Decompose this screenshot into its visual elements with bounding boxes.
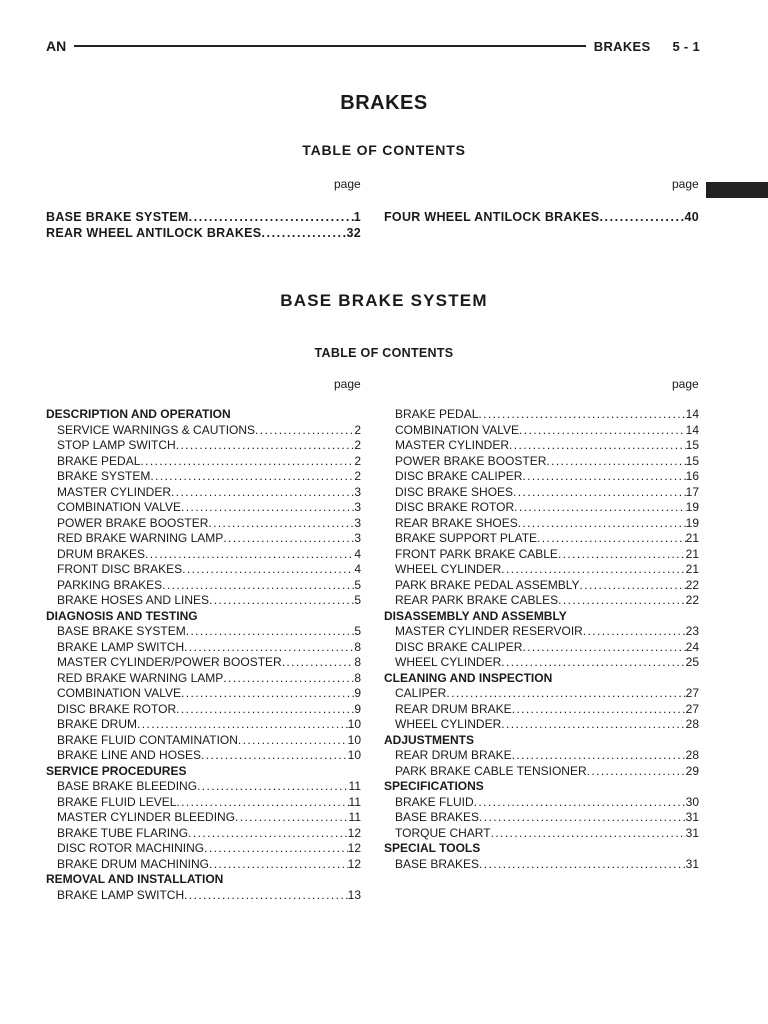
toc-entry-label: REAR DRUM BRAKE bbox=[395, 748, 512, 762]
dot-leader bbox=[580, 578, 686, 592]
dot-leader bbox=[599, 210, 684, 224]
toc-entry-label: REAR PARK BRAKE CABLES bbox=[395, 593, 559, 607]
toc-entry-label: BRAKE LAMP SWITCH bbox=[57, 887, 185, 902]
toc-entry-page: 22 bbox=[685, 577, 699, 592]
toc-entry[interactable] bbox=[384, 826, 699, 842]
toc-entry-label: BRAKE TUBE FLARING bbox=[57, 825, 189, 840]
toc-entry[interactable] bbox=[46, 888, 361, 904]
toc-entry[interactable] bbox=[384, 454, 699, 470]
dot-leader bbox=[558, 593, 685, 607]
dot-leader bbox=[255, 423, 354, 437]
toc-entry[interactable] bbox=[384, 795, 699, 811]
toc-entry-page: 12 bbox=[347, 825, 361, 840]
toc-entry-page: 2 bbox=[354, 422, 361, 437]
toc-entry[interactable] bbox=[384, 810, 699, 826]
toc-entry-page: 31 bbox=[685, 810, 699, 824]
toc-entry-page: 40 bbox=[684, 210, 699, 224]
dot-leader bbox=[171, 485, 354, 499]
toc-entry-label: BRAKE DRUM MACHINING bbox=[57, 856, 210, 871]
toc-entry[interactable] bbox=[46, 640, 361, 656]
toc-entry-label: MASTER CYLINDER bbox=[395, 438, 510, 452]
dot-leader bbox=[513, 485, 686, 499]
toc-entry-page: 27 bbox=[685, 701, 699, 716]
chapter-title: BRAKES bbox=[340, 92, 428, 114]
toc-entry[interactable] bbox=[46, 702, 361, 718]
toc-entry-label: PARK BRAKE CABLE TENSIONER bbox=[395, 763, 587, 778]
toc-entry-label: WHEEL CYLINDER bbox=[395, 717, 502, 731]
toc-entry-page: 25 bbox=[685, 655, 699, 669]
dot-leader bbox=[209, 593, 354, 607]
toc-entry[interactable] bbox=[384, 210, 699, 226]
toc-entry[interactable] bbox=[46, 671, 361, 687]
toc-entry[interactable] bbox=[384, 531, 699, 547]
dot-leader bbox=[537, 531, 686, 545]
toc-entry[interactable] bbox=[384, 547, 699, 563]
toc-entry[interactable] bbox=[384, 764, 699, 780]
dot-leader bbox=[162, 578, 354, 592]
dot-leader bbox=[546, 454, 685, 468]
toc-entry-label: BRAKE LAMP SWITCH bbox=[57, 639, 185, 654]
toc-entry-label: BRAKE SUPPORT PLATE bbox=[395, 531, 538, 545]
toc-entry-label: BRAKE PEDAL bbox=[57, 453, 141, 468]
toc-entry-page: 10 bbox=[347, 748, 361, 762]
dot-leader bbox=[223, 531, 354, 545]
toc-entry[interactable] bbox=[46, 826, 361, 842]
toc-entry-page: 5 bbox=[354, 593, 361, 607]
toc-entry-page: 14 bbox=[685, 422, 699, 437]
toc-entry-page: 3 bbox=[354, 531, 361, 545]
dot-leader bbox=[522, 640, 685, 654]
dot-leader bbox=[478, 407, 685, 421]
toc-entry-label: RED BRAKE WARNING LAMP bbox=[57, 670, 224, 685]
toc-entry-label: TORQUE CHART bbox=[395, 825, 491, 840]
toc-entry[interactable] bbox=[46, 562, 361, 578]
toc-group-heading bbox=[46, 764, 361, 780]
dot-leader bbox=[474, 795, 686, 809]
dot-leader bbox=[512, 702, 686, 716]
toc-entry-label: SERVICE PROCEDURES bbox=[46, 763, 187, 778]
toc-entry-page: 11 bbox=[348, 794, 361, 809]
toc-entry-label: MASTER CYLINDER RESERVOIR bbox=[395, 624, 583, 638]
toc-entry-page: 13 bbox=[347, 887, 361, 902]
header-page-number: 5 - 1 bbox=[672, 38, 700, 54]
toc-entry[interactable] bbox=[46, 210, 361, 226]
toc-entry[interactable] bbox=[384, 717, 699, 733]
toc-entry-label: REAR BRAKE SHOES bbox=[395, 515, 518, 530]
toc-entry-page: 19 bbox=[685, 500, 699, 514]
toc-entry-page: 21 bbox=[685, 531, 699, 545]
toc-entry-page: 9 bbox=[354, 701, 361, 716]
header-model-code: AN bbox=[46, 38, 67, 54]
toc-entry-label: POWER BRAKE BOOSTER bbox=[57, 515, 209, 530]
toc-entry-label: DISC BRAKE SHOES bbox=[395, 484, 514, 499]
toc-group-heading bbox=[46, 872, 361, 888]
toc-entry-label: MASTER CYLINDER BLEEDING bbox=[57, 810, 236, 824]
dot-leader bbox=[282, 655, 355, 669]
toc-entry-label: BASE BRAKE SYSTEM bbox=[46, 210, 189, 224]
toc-entry[interactable] bbox=[384, 500, 699, 516]
dot-leader bbox=[479, 857, 686, 871]
dot-leader bbox=[189, 210, 354, 224]
toc-entry[interactable] bbox=[46, 841, 361, 857]
toc-entry[interactable] bbox=[46, 485, 361, 501]
toc-entry-label: ADJUSTMENTS bbox=[384, 732, 475, 747]
toc-entry-page: 28 bbox=[685, 748, 699, 762]
dot-leader bbox=[479, 810, 686, 824]
toc-entry-label: REAR WHEEL ANTILOCK BRAKES bbox=[46, 225, 262, 240]
toc-entry-label: COMBINATION VALVE bbox=[57, 500, 182, 514]
section-page-column-label-left: page bbox=[334, 377, 361, 391]
dot-leader bbox=[558, 547, 686, 561]
dot-leader bbox=[188, 826, 347, 840]
toc-entry[interactable] bbox=[46, 578, 361, 594]
toc-group-heading bbox=[384, 609, 699, 625]
toc-entry-label: FOUR WHEEL ANTILOCK BRAKES bbox=[384, 210, 600, 224]
chapter-tab-marker bbox=[706, 182, 768, 198]
toc-entry-page: 11 bbox=[348, 810, 361, 824]
toc-entry-page: 17 bbox=[685, 484, 699, 499]
toc-entry[interactable] bbox=[46, 779, 361, 795]
dot-leader bbox=[137, 717, 348, 731]
toc-entry-label: BRAKE SYSTEM bbox=[57, 469, 151, 483]
toc-entry-page: 31 bbox=[685, 825, 699, 840]
toc-entry-label: BASE BRAKE SYSTEM bbox=[57, 624, 186, 638]
toc-entry-page: 9 bbox=[354, 686, 361, 700]
toc-entry-label: DISASSEMBLY AND ASSEMBLY bbox=[384, 608, 567, 623]
dot-leader bbox=[512, 748, 686, 762]
toc-group-heading bbox=[384, 779, 699, 795]
toc-entry-label: MASTER CYLINDER bbox=[57, 484, 172, 499]
dot-leader bbox=[145, 547, 354, 561]
dot-leader bbox=[501, 655, 685, 669]
chapter-toc-left-column bbox=[46, 210, 361, 241]
section-toc-right-column bbox=[384, 407, 699, 872]
dot-leader bbox=[514, 500, 686, 514]
dot-leader bbox=[204, 841, 348, 855]
toc-entry-page: 10 bbox=[347, 717, 361, 731]
toc-entry[interactable] bbox=[46, 531, 361, 547]
toc-entry-page: 3 bbox=[354, 484, 361, 499]
toc-entry-label: DISC BRAKE ROTOR bbox=[395, 500, 515, 514]
toc-entry[interactable] bbox=[384, 624, 699, 640]
toc-entry-page: 16 bbox=[685, 469, 699, 483]
toc-group-heading bbox=[46, 407, 361, 423]
toc-entry[interactable] bbox=[384, 578, 699, 594]
toc-group-heading bbox=[384, 841, 699, 857]
toc-group-heading bbox=[46, 609, 361, 625]
toc-entry[interactable] bbox=[46, 795, 361, 811]
toc-entry[interactable] bbox=[384, 562, 699, 578]
toc-entry-page: 32 bbox=[346, 225, 361, 240]
toc-entry-page: 15 bbox=[685, 438, 699, 452]
toc-entry[interactable] bbox=[384, 438, 699, 454]
toc-entry-label: FRONT DISC BRAKES bbox=[57, 562, 183, 576]
toc-entry-label: BRAKE LINE AND HOSES bbox=[57, 748, 202, 762]
toc-entry-page: 23 bbox=[685, 624, 699, 638]
toc-entry-page: 2 bbox=[354, 469, 361, 483]
toc-entry-page: 8 bbox=[354, 639, 361, 654]
toc-entry[interactable] bbox=[384, 469, 699, 485]
dot-leader bbox=[176, 438, 355, 452]
toc-entry-label: DISC BRAKE CALIPER bbox=[395, 639, 523, 654]
toc-entry-label: BASE BRAKES bbox=[395, 810, 480, 824]
toc-entry-label: RED BRAKE WARNING LAMP bbox=[57, 531, 224, 545]
toc-entry[interactable] bbox=[384, 407, 699, 423]
toc-entry-label: POWER BRAKE BOOSTER bbox=[395, 453, 547, 468]
toc-entry-label: FRONT PARK BRAKE CABLE bbox=[395, 546, 558, 561]
toc-entry[interactable] bbox=[384, 593, 699, 609]
toc-entry-page: 11 bbox=[348, 779, 361, 793]
section-title: BASE BRAKE SYSTEM bbox=[280, 291, 488, 310]
dot-leader bbox=[518, 516, 686, 530]
toc-entry-label: WHEEL CYLINDER bbox=[395, 562, 502, 576]
toc-entry-page: 21 bbox=[685, 546, 699, 561]
running-header bbox=[46, 38, 700, 54]
toc-entry-label: PARKING BRAKES bbox=[57, 577, 163, 592]
toc-entry-label: REMOVAL AND INSTALLATION bbox=[46, 872, 224, 886]
toc-entry[interactable] bbox=[46, 593, 361, 609]
toc-entry[interactable] bbox=[46, 226, 361, 242]
toc-entry[interactable] bbox=[46, 686, 361, 702]
toc-entry-label: STOP LAMP SWITCH bbox=[57, 438, 176, 452]
toc-entry[interactable] bbox=[46, 857, 361, 873]
dot-leader bbox=[140, 454, 354, 468]
section-toc-left-column bbox=[46, 407, 361, 903]
dot-leader bbox=[491, 826, 686, 840]
dot-leader bbox=[223, 671, 354, 685]
toc-entry-page: 3 bbox=[354, 500, 361, 514]
toc-entry[interactable] bbox=[46, 717, 361, 733]
toc-entry-label: SPECIFICATIONS bbox=[384, 779, 484, 793]
toc-entry-page: 2 bbox=[354, 453, 361, 468]
chapter-toc-right-column bbox=[384, 210, 699, 226]
toc-entry[interactable] bbox=[46, 733, 361, 749]
toc-entry-page: 15 bbox=[685, 453, 699, 468]
toc-entry-page: 5 bbox=[354, 624, 361, 638]
toc-entry-label: COMBINATION VALVE bbox=[395, 422, 520, 437]
toc-entry-label: WHEEL CYLINDER bbox=[395, 655, 502, 669]
chapter-toc-title: TABLE OF CONTENTS bbox=[302, 142, 466, 158]
toc-entry-label: BRAKE FLUID LEVEL bbox=[57, 794, 177, 809]
dot-leader bbox=[583, 624, 686, 638]
toc-entry-label: BRAKE DRUM bbox=[57, 717, 138, 731]
page-column-label-left: page bbox=[334, 177, 361, 191]
toc-entry[interactable] bbox=[384, 423, 699, 439]
toc-group-heading bbox=[384, 671, 699, 687]
toc-entry-label: DISC BRAKE CALIPER bbox=[395, 469, 523, 483]
toc-entry-page: 27 bbox=[685, 686, 699, 700]
toc-entry[interactable] bbox=[46, 624, 361, 640]
toc-entry[interactable] bbox=[46, 469, 361, 485]
dot-leader bbox=[446, 686, 685, 700]
toc-entry-label: DRUM BRAKES bbox=[57, 546, 146, 561]
toc-entry-label: SERVICE WARNINGS & CAUTIONS bbox=[57, 422, 256, 437]
dot-leader bbox=[235, 810, 348, 824]
toc-entry-page: 14 bbox=[685, 407, 699, 421]
toc-entry[interactable] bbox=[384, 485, 699, 501]
dot-leader bbox=[238, 733, 348, 747]
toc-entry[interactable] bbox=[384, 686, 699, 702]
toc-entry-page: 30 bbox=[685, 794, 699, 809]
toc-entry-page: 5 bbox=[354, 577, 361, 592]
dot-leader bbox=[176, 702, 354, 716]
header-section-info bbox=[594, 39, 700, 54]
toc-entry-page: 3 bbox=[354, 515, 361, 530]
dot-leader bbox=[181, 686, 354, 700]
toc-entry-label: DESCRIPTION AND OPERATION bbox=[46, 407, 231, 421]
dot-leader bbox=[150, 469, 354, 483]
toc-entry-label: SPECIAL TOOLS bbox=[384, 841, 481, 855]
toc-entry-label: CLEANING AND INSPECTION bbox=[384, 670, 553, 685]
toc-entry[interactable] bbox=[384, 748, 699, 764]
toc-entry-label: BRAKE HOSES AND LINES bbox=[57, 593, 210, 607]
dot-leader bbox=[176, 795, 348, 809]
dot-leader bbox=[184, 888, 348, 902]
dot-leader bbox=[201, 748, 348, 762]
toc-group-heading bbox=[384, 733, 699, 749]
dot-leader bbox=[261, 226, 346, 240]
dot-leader bbox=[181, 500, 354, 514]
dot-leader bbox=[501, 717, 685, 731]
toc-entry-page: 19 bbox=[685, 515, 699, 530]
toc-entry-label: COMBINATION VALVE bbox=[57, 686, 182, 700]
toc-entry-label: BRAKE FLUID bbox=[395, 794, 474, 809]
section-toc-title: TABLE OF CONTENTS bbox=[314, 346, 454, 360]
toc-entry-page: 8 bbox=[354, 670, 361, 685]
toc-entry-page: 22 bbox=[685, 593, 699, 607]
toc-entry[interactable] bbox=[384, 516, 699, 532]
toc-entry[interactable] bbox=[46, 454, 361, 470]
header-section-name: BRAKES bbox=[593, 38, 651, 54]
toc-entry[interactable] bbox=[384, 857, 699, 873]
toc-entry-label: DIAGNOSIS AND TESTING bbox=[46, 608, 198, 623]
toc-entry[interactable] bbox=[384, 702, 699, 718]
header-rule bbox=[74, 45, 586, 47]
toc-entry[interactable] bbox=[46, 438, 361, 454]
toc-entry[interactable] bbox=[384, 655, 699, 671]
dot-leader bbox=[522, 469, 685, 483]
toc-entry[interactable] bbox=[46, 423, 361, 439]
toc-entry-page: 12 bbox=[347, 841, 361, 855]
toc-entry-label: REAR DRUM BRAKE bbox=[395, 701, 512, 716]
toc-entry-page: 31 bbox=[685, 856, 699, 871]
toc-entry-page: 29 bbox=[685, 763, 699, 778]
toc-entry-page: 28 bbox=[685, 717, 699, 731]
toc-entry-label: PARK BRAKE PEDAL ASSEMBLY bbox=[395, 577, 580, 592]
dot-leader bbox=[509, 438, 686, 452]
toc-entry[interactable] bbox=[46, 547, 361, 563]
page-column-label-right: page bbox=[672, 177, 699, 191]
toc-entry-page: 1 bbox=[353, 210, 361, 224]
dot-leader bbox=[519, 423, 686, 437]
toc-entry-label: BRAKE FLUID CONTAMINATION bbox=[57, 732, 238, 747]
toc-entry-page: 24 bbox=[685, 639, 699, 654]
dot-leader bbox=[184, 640, 354, 654]
dot-leader bbox=[182, 562, 354, 576]
toc-entry[interactable] bbox=[46, 516, 361, 532]
toc-entry-page: 4 bbox=[354, 546, 361, 561]
toc-entry-label: BRAKE PEDAL bbox=[395, 407, 479, 421]
dot-leader bbox=[209, 857, 348, 871]
toc-entry-page: 2 bbox=[354, 438, 361, 452]
toc-entry-label: DISC BRAKE ROTOR bbox=[57, 701, 177, 716]
dot-leader bbox=[197, 779, 348, 793]
toc-entry-label: CALIPER bbox=[395, 686, 447, 700]
toc-entry-label: MASTER CYLINDER/POWER BOOSTER bbox=[57, 655, 282, 669]
toc-entry-label: BASE BRAKE BLEEDING bbox=[57, 779, 198, 793]
toc-entry-page: 8 bbox=[354, 655, 361, 669]
toc-entry[interactable] bbox=[384, 640, 699, 656]
section-page-column-label-right: page bbox=[672, 377, 699, 391]
toc-entry-page: 4 bbox=[354, 562, 361, 576]
toc-entry-page: 12 bbox=[347, 856, 361, 871]
dot-leader bbox=[501, 562, 685, 576]
toc-entry-label: DISC ROTOR MACHINING bbox=[57, 841, 205, 855]
toc-entry[interactable] bbox=[46, 810, 361, 826]
toc-entry[interactable] bbox=[46, 500, 361, 516]
toc-entry-page: 21 bbox=[685, 562, 699, 576]
toc-entry-label: BASE BRAKES bbox=[395, 856, 480, 871]
toc-entry[interactable] bbox=[46, 748, 361, 764]
dot-leader bbox=[587, 764, 686, 778]
toc-entry[interactable] bbox=[46, 655, 361, 671]
dot-leader bbox=[186, 624, 355, 638]
dot-leader bbox=[208, 516, 354, 530]
toc-entry-page: 10 bbox=[347, 732, 361, 747]
